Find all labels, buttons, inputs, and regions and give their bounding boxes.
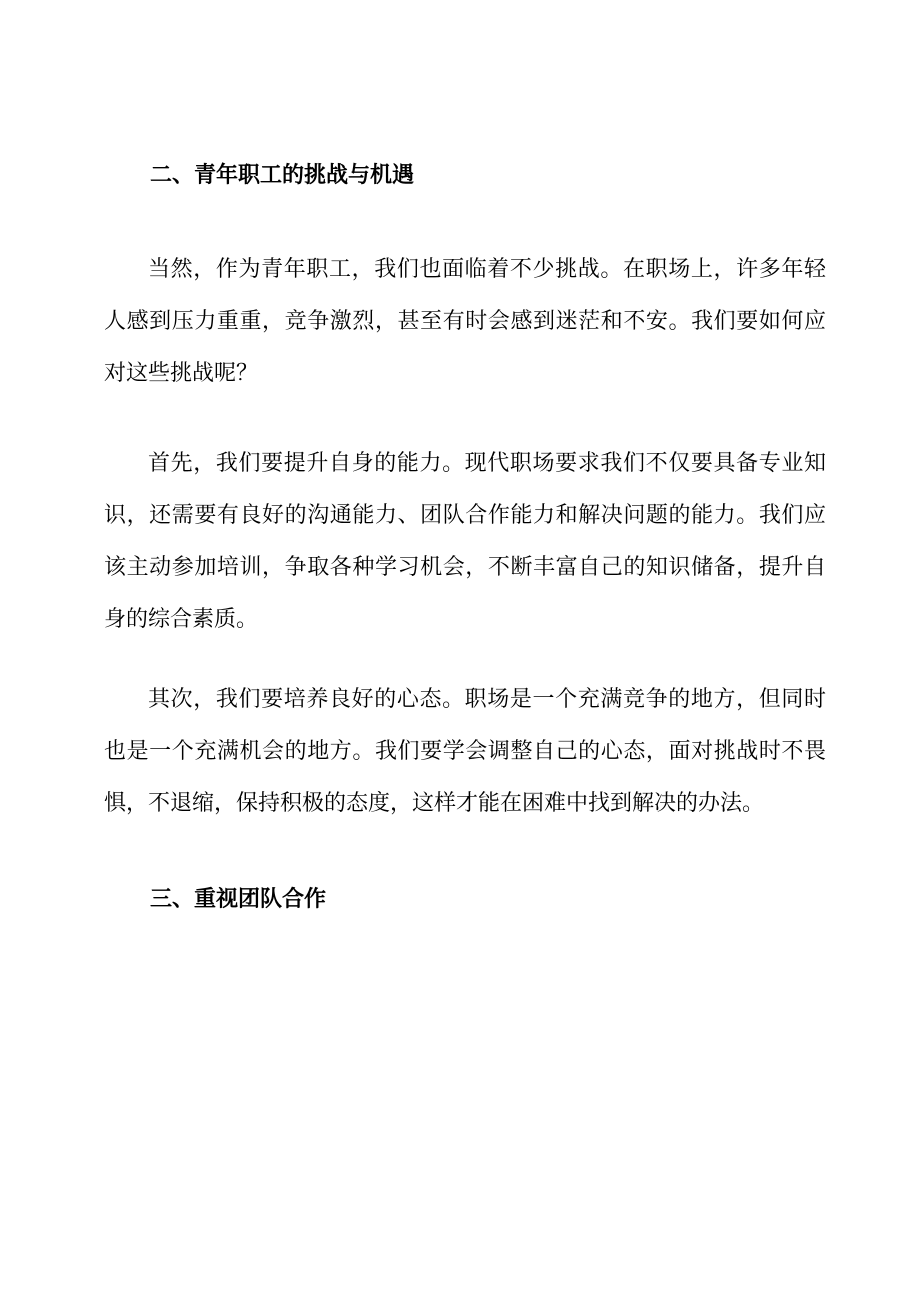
paragraph-improve-ability: 首先，我们要提升自身的能力。现代职场要求我们不仅要具备专业知识，还需要有良好的沟通能力、团队合作能力和解决问题的能力。我们应该主动参加培训，争取各种学习机会，不断丰富自己的知识储备，提升自身的综合素质。 <box>104 451 826 632</box>
paragraph-good-mindset: 其次，我们要培养良好的心态。职场是一个充满竞争的地方，但同时也是一个充满机会的地方。我们要学会调整自己的心态，面对挑战时不畏惧，不退缩，保持积极的态度，这样才能在困难中找到解决的办法。 <box>104 687 826 816</box>
section-heading-teamwork: 三、重视团队合作 <box>150 886 327 912</box>
paragraph-challenges-intro: 当然，作为青年职工，我们也面临着不少挑战。在职场上，许多年轻人感到压力重重，竞争激烈，甚至有时会感到迷茫和不安。我们要如何应对这些挑战呢？ <box>104 257 826 386</box>
section-heading-challenges: 二、青年职工的挑战与机遇 <box>150 162 415 188</box>
